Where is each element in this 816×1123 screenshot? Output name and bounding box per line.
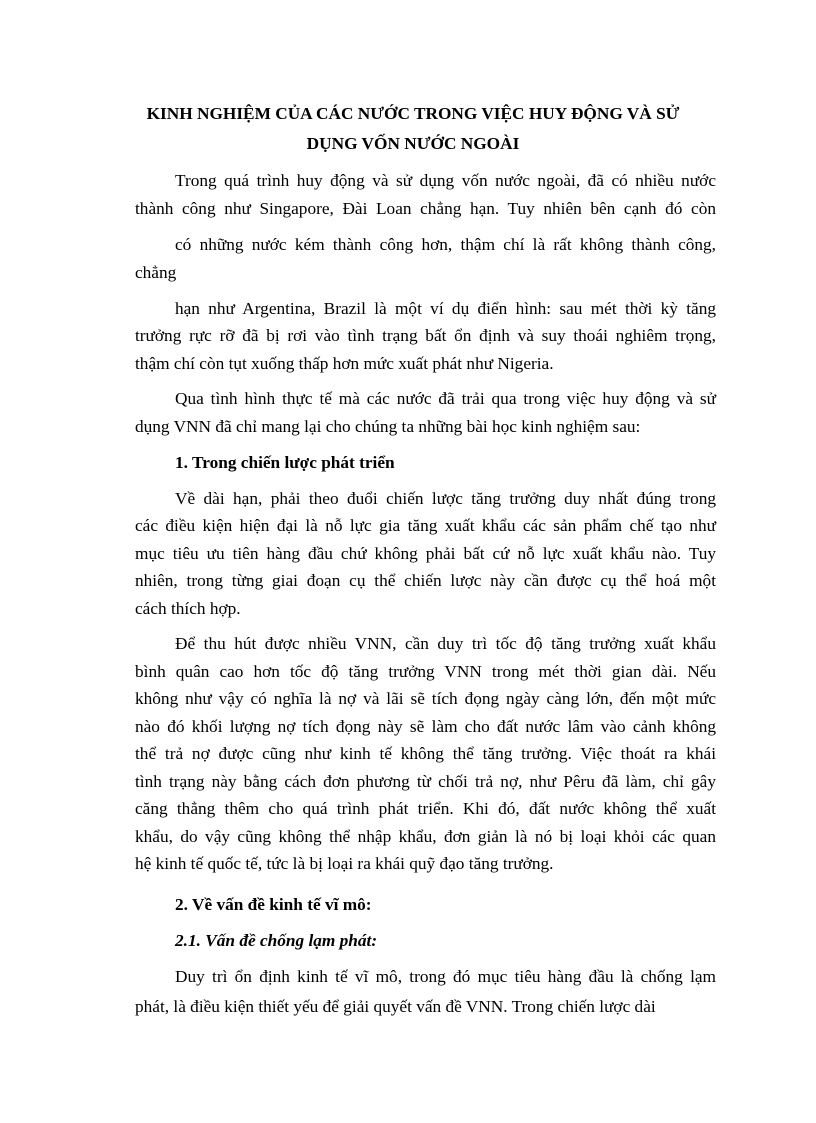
paragraph-1-line-1: Trong quá trình huy động và sử dụng vốn nước ngoài, đã có nhiều nước bbox=[175, 171, 716, 190]
paragraph-3-line-3: mục tiêu ưu tiên hàng đầu chứ không phải bất cứ nỗ lực xuất khẩu nào. Tuy bbox=[135, 544, 716, 563]
paragraph-4-line-6: tình trạng này bằng cách đơn phương từ chối trả nợ, như Pêru đã làm, chỉ gây bbox=[135, 772, 716, 791]
document-title bbox=[110, 99, 716, 159]
paragraph-4-line-4: nào đó khối lượng nợ tích đọng này sẽ làm cho đất nước lâm vào cảnh không bbox=[135, 717, 716, 736]
paragraph-2-line-1: Qua tình hình thực tế mà các nước đã trải qua trong việc huy động và sử bbox=[175, 389, 716, 408]
paragraph-1-line-5: hạn như Argentina, Brazil là một ví dụ điển hình: sau mét thời kỳ tăng bbox=[175, 299, 716, 318]
section-heading-2: 2. Về vấn đề kinh tế vĩ mô: bbox=[175, 895, 372, 914]
paragraph-2-line-2: dụng VNN đã chỉ mang lại cho chúng ta những bài học kinh nghiệm sau: bbox=[135, 417, 641, 436]
paragraph-5-line-1: Duy trì ổn định kinh tế vĩ mô, trong đó mục tiêu hàng đầu là chống lạm bbox=[175, 967, 716, 986]
paragraph-4-line-7: căng thẳng thêm cho quá trình phát triển. Khi đó, đất nước không thể xuất bbox=[135, 799, 716, 818]
paragraph-3-line-5: cách thích hợp. bbox=[135, 599, 241, 618]
paragraph-1-line-7: thậm chí còn tụt xuống thấp hơn mức xuất phát như Nigeria. bbox=[135, 354, 554, 373]
paragraph-1-line-3: có những nước kém thành công hơn, thậm chí là rất không thành công, bbox=[175, 235, 716, 254]
paragraph-3-line-1: Về dài hạn, phải theo đuổi chiến lược tăng trưởng duy nhất đúng trong bbox=[175, 489, 716, 508]
paragraph-4-line-9: hệ kinh tế quốc tế, tức là bị loại ra khái quỹ đạo tăng trưởng. bbox=[135, 854, 554, 873]
title-line-2: DỤNG VỐN NƯỚC NGOÀI bbox=[306, 134, 520, 153]
paragraph-3-line-2: các điều kiện hiện đại là nỗ lực gia tăng xuất khẩu các sản phẩm chế tạo như bbox=[135, 516, 716, 535]
paragraph-3-line-4: nhiên, trong từng giai đoạn cụ thể chiến lược này cần được cụ thể hoá một bbox=[135, 571, 716, 590]
section-heading-1: 1. Trong chiến lược phát triển bbox=[175, 453, 395, 472]
paragraph-4-line-5: thể trả nợ được cũng như kinh tế không thể tăng trưởng. Việc thoát ra khái bbox=[135, 744, 716, 763]
title-line-1: KINH NGHIỆM CỦA CÁC NƯỚC TRONG VIỆC HUY ĐỘNG VÀ SỬ bbox=[146, 104, 680, 123]
paragraph-4-line-1: Để thu hút được nhiều VNN, cần duy trì tốc độ tăng trưởng xuất khẩu bbox=[175, 634, 716, 653]
paragraph-1-line-6: trưởng rực rỡ đã bị rơi vào tình trạng bất ổn định và suy thoái nghiêm trọng, bbox=[135, 326, 716, 345]
paragraph-4-line-2: bình quân cao hơn tốc độ tăng trưởng VNN trong mét thời gian dài. Nếu bbox=[135, 662, 716, 681]
paragraph-5-line-2: phát, là điều kiện thiết yếu để giải quyết vấn đề VNN. Trong chiến lược dài bbox=[135, 997, 656, 1016]
paragraph-1-line-2: thành công như Singapore, Đài Loan chẳng hạn. Tuy nhiên bên cạnh đó còn bbox=[135, 199, 716, 218]
paragraph-4-line-8: khẩu, do vậy cũng không thể nhập khẩu, đơn giản là nó bị loại khỏi các quan bbox=[135, 827, 716, 846]
paragraph-1-line-4: chẳng bbox=[135, 263, 177, 282]
subsection-heading-2-1: 2.1. Vấn đề chống lạm phát: bbox=[175, 931, 378, 950]
paragraph-4-line-3: không như vậy có nghĩa là nợ và lãi sẽ tích đọng ngày càng lớn, đến một mức bbox=[135, 689, 716, 708]
